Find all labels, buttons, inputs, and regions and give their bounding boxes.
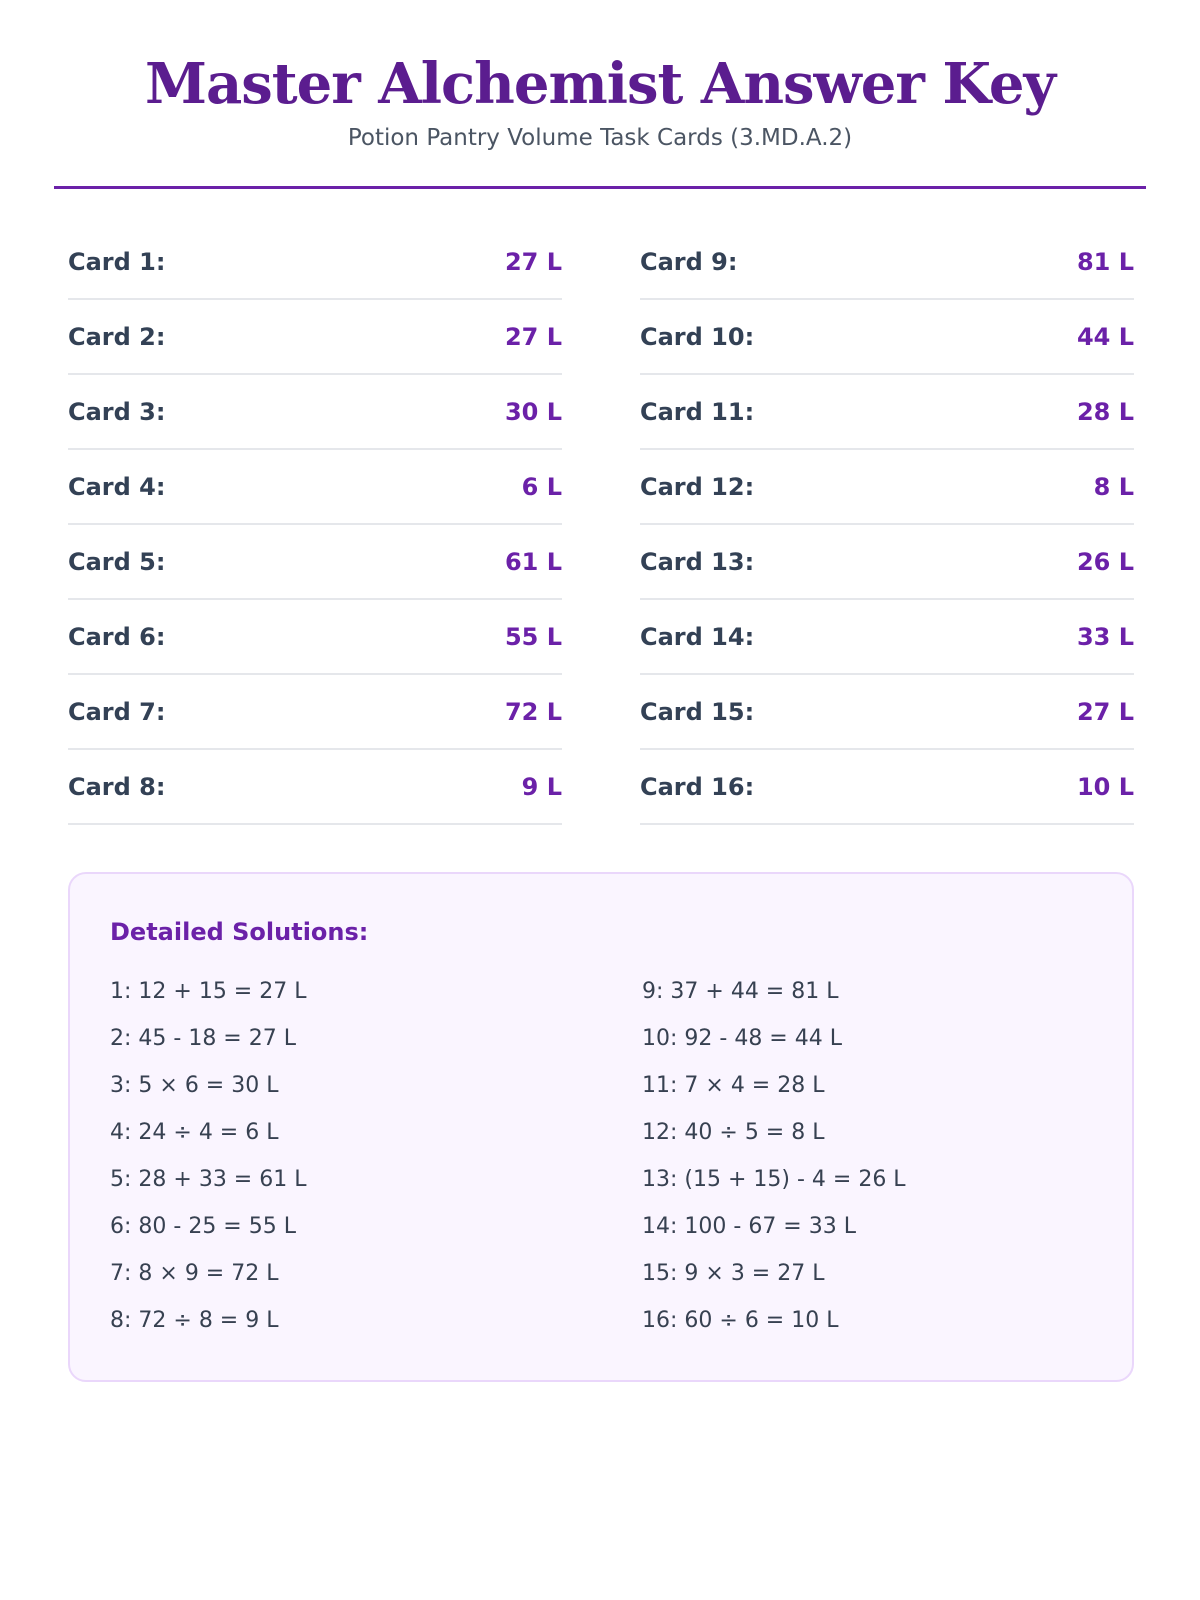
- card-row: [68, 526, 562, 600]
- card-answer: 27 L: [504, 248, 562, 276]
- solution-line: 1: 12 + 15 = 27 L: [110, 979, 307, 1004]
- card-row: [68, 451, 562, 525]
- solution-line: 2: 45 - 18 = 27 L: [110, 1026, 296, 1051]
- solutions-heading: Detailed Solutions:: [110, 918, 369, 946]
- card-answer: 27 L: [1076, 698, 1134, 726]
- card-answer: 6 L: [521, 473, 562, 501]
- card-answer: 30 L: [504, 398, 562, 426]
- solution-line: 14: 100 - 67 = 33 L: [642, 1214, 856, 1239]
- card-column-left: [68, 226, 562, 826]
- card-label: Card 6:: [68, 623, 166, 651]
- card-label: Card 1:: [68, 248, 166, 276]
- card-answer: 8 L: [1093, 473, 1134, 501]
- solution-line: 15: 9 × 3 = 27 L: [642, 1261, 825, 1286]
- card-label: Card 11:: [640, 398, 755, 426]
- card-row: [640, 301, 1134, 375]
- card-answer: 55 L: [504, 623, 562, 651]
- card-answer: 61 L: [504, 548, 562, 576]
- card-label: Card 15:: [640, 698, 755, 726]
- card-answer: 72 L: [504, 698, 562, 726]
- header: [54, 48, 1146, 156]
- card-label: Card 10:: [640, 323, 755, 351]
- card-row: [68, 376, 562, 450]
- solution-line: 9: 37 + 44 = 81 L: [642, 979, 839, 1004]
- solution-line: 6: 80 - 25 = 55 L: [110, 1214, 296, 1239]
- header-divider: [54, 186, 1146, 189]
- solution-line: 11: 7 × 4 = 28 L: [642, 1073, 825, 1098]
- page-title: Master Alchemist Answer Key: [144, 51, 1055, 117]
- card-row: [68, 601, 562, 675]
- card-column-right: [640, 226, 1134, 826]
- card-row: [640, 376, 1134, 450]
- card-label: Card 14:: [640, 623, 755, 651]
- card-answer: 28 L: [1076, 398, 1134, 426]
- solutions-column-left: [110, 978, 306, 1354]
- card-row: [68, 301, 562, 375]
- card-label: Card 13:: [640, 548, 755, 576]
- card-row: [640, 676, 1134, 750]
- card-label: Card 2:: [68, 323, 166, 351]
- solutions-column-right: [642, 978, 906, 1354]
- card-answer: 33 L: [1076, 623, 1134, 651]
- card-label: Card 4:: [68, 473, 166, 501]
- card-row: [640, 601, 1134, 675]
- card-row: [640, 451, 1134, 525]
- solution-line: 13: (15 + 15) - 4 = 26 L: [642, 1167, 906, 1192]
- card-row: [640, 751, 1134, 825]
- solution-line: 8: 72 ÷ 8 = 9 L: [110, 1308, 279, 1333]
- card-answer: 26 L: [1076, 548, 1134, 576]
- solution-line: 5: 28 + 33 = 61 L: [110, 1167, 307, 1192]
- card-row: [68, 751, 562, 825]
- card-row: [68, 676, 562, 750]
- card-label: Card 16:: [640, 773, 755, 801]
- solution-line: 7: 8 × 9 = 72 L: [110, 1261, 279, 1286]
- card-answer: 27 L: [504, 323, 562, 351]
- detailed-solutions-panel: [68, 872, 1134, 1382]
- solution-line: 10: 92 - 48 = 44 L: [642, 1026, 842, 1051]
- solution-line: 4: 24 ÷ 4 = 6 L: [110, 1120, 279, 1145]
- card-answer: 10 L: [1076, 773, 1134, 801]
- card-label: Card 9:: [640, 248, 738, 276]
- page-subtitle: Potion Pantry Volume Task Cards (3.MD.A.2): [347, 125, 853, 151]
- card-row: [68, 226, 562, 300]
- card-row: [640, 226, 1134, 300]
- card-answer: 44 L: [1076, 323, 1134, 351]
- solution-line: 12: 40 ÷ 5 = 8 L: [642, 1120, 825, 1145]
- card-answer: 9 L: [521, 773, 562, 801]
- card-label: Card 3:: [68, 398, 166, 426]
- card-label: Card 12:: [640, 473, 755, 501]
- card-answer: 81 L: [1076, 248, 1134, 276]
- card-row: [640, 526, 1134, 600]
- solution-line: 16: 60 ÷ 6 = 10 L: [642, 1308, 839, 1333]
- card-label: Card 5:: [68, 548, 166, 576]
- solution-line: 3: 5 × 6 = 30 L: [110, 1073, 279, 1098]
- card-label: Card 8:: [68, 773, 166, 801]
- card-label: Card 7:: [68, 698, 166, 726]
